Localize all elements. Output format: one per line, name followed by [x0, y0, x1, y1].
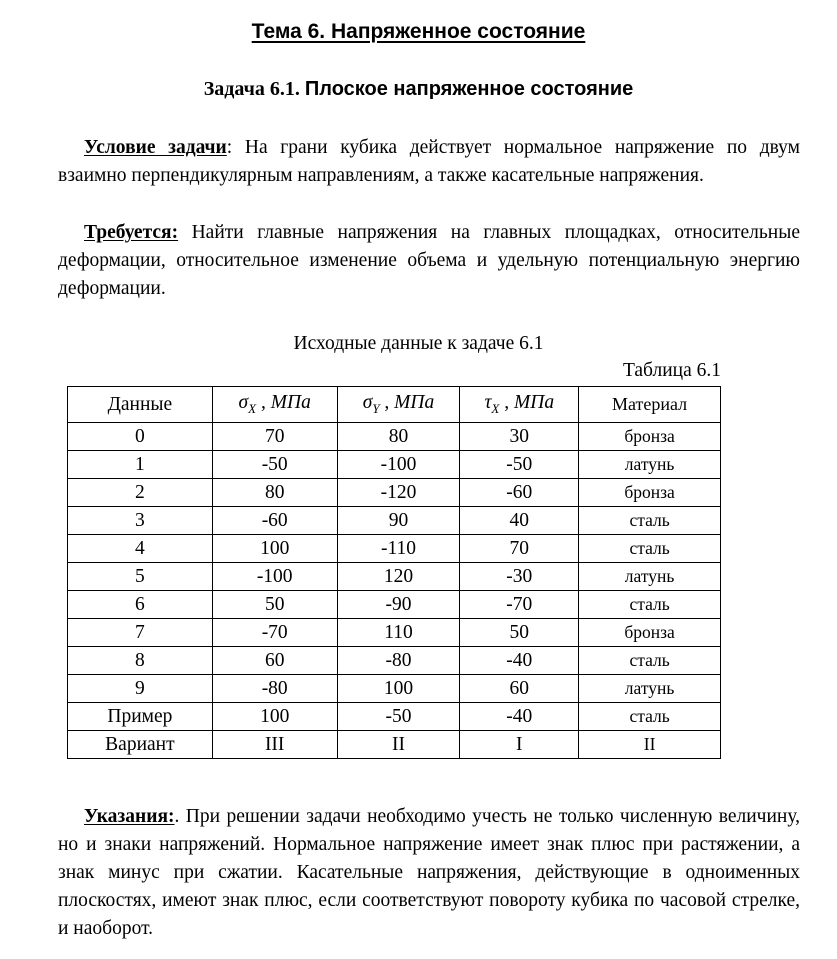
cell-sigma-x: -50: [212, 451, 337, 479]
task-name: Плоское напряженное состояние: [304, 78, 634, 100]
sigma-x-symbol: σ: [238, 392, 249, 414]
cell-sigma-x: -80: [212, 675, 337, 703]
input-data-table: [67, 386, 721, 759]
cell-sigma-x: III: [212, 731, 337, 759]
table-row: [68, 507, 721, 535]
cell-tau-x: 60: [460, 675, 579, 703]
topic-title: Тема 6. Напряженное состояние: [251, 20, 586, 43]
cell-sigma-y: -120: [337, 479, 460, 507]
requirement-label: Требуется:: [84, 222, 179, 243]
cell-material: сталь: [579, 507, 721, 535]
cell-tau-x: 40: [460, 507, 579, 535]
cell-sigma-y: 90: [337, 507, 460, 535]
cell-sigma-x: -70: [212, 619, 337, 647]
cell-material: латунь: [579, 675, 721, 703]
cell-sigma-x: -60: [212, 507, 337, 535]
cell-sigma-y: 80: [337, 423, 460, 451]
table-row-variant: [68, 731, 721, 759]
sigma-y-unit: , МПа: [379, 392, 435, 414]
cell-sigma-y: 100: [337, 675, 460, 703]
cell-material: II: [579, 731, 721, 759]
condition-label: Условие задачи: [84, 137, 227, 158]
cell-material: сталь: [579, 647, 721, 675]
table-row: [68, 451, 721, 479]
cell-material: сталь: [579, 535, 721, 563]
notes-text: . При решении задачи необходимо учесть не только численную величину, но и знаки напряжений. Нормальное напряжение имеет знак плюс при растяжении, а знак минус при сжатии. Касательные напряжения, действующие в одноименных плоскостях, имеют знак плюс, если соответствуют повороту кубика по часовой стрелке, и наоборот.: [58, 806, 800, 939]
cell-material: сталь: [579, 591, 721, 619]
condition-colon: :: [226, 137, 233, 158]
cell-sigma-x: 50: [212, 591, 337, 619]
cell-data: 4: [68, 535, 213, 563]
cell-tau-x: I: [460, 731, 579, 759]
table-row-example: [68, 703, 721, 731]
cell-data: 8: [68, 647, 213, 675]
notes-label: Указания:: [84, 806, 175, 827]
requirement-text: Найти главные напряжения на главных площадках, относительные деформации, относительное изменение объема и удельную потенциальную энергию деформации.: [58, 222, 800, 299]
condition-paragraph: [58, 134, 800, 190]
header-tau-x: [460, 387, 579, 423]
cell-sigma-y: -110: [337, 535, 460, 563]
cell-sigma-x: 80: [212, 479, 337, 507]
cell-sigma-x: 100: [212, 535, 337, 563]
cell-material: латунь: [579, 563, 721, 591]
cell-data: 5: [68, 563, 213, 591]
cell-data: Вариант: [68, 731, 213, 759]
cell-data: 1: [68, 451, 213, 479]
cell-sigma-x: 70: [212, 423, 337, 451]
task-title: [0, 78, 837, 101]
table-row: [68, 647, 721, 675]
cell-material: бронза: [579, 479, 721, 507]
cell-tau-x: 70: [460, 535, 579, 563]
table-row: [68, 591, 721, 619]
cell-sigma-y: -50: [337, 703, 460, 731]
cell-material: латунь: [579, 451, 721, 479]
cell-tau-x: -50: [460, 451, 579, 479]
task-number: Задача 6.1.: [203, 78, 300, 100]
cell-sigma-x: -100: [212, 563, 337, 591]
header-data: Данные: [68, 387, 213, 423]
tau-x-unit: , МПа: [499, 392, 555, 414]
cell-tau-x: -40: [460, 703, 579, 731]
table-row: [68, 675, 721, 703]
cell-tau-x: -70: [460, 591, 579, 619]
cell-tau-x: 50: [460, 619, 579, 647]
cell-data: 9: [68, 675, 213, 703]
cell-tau-x: -30: [460, 563, 579, 591]
cell-data: Пример: [68, 703, 213, 731]
cell-sigma-y: -80: [337, 647, 460, 675]
cell-tau-x: 30: [460, 423, 579, 451]
cell-data: 7: [68, 619, 213, 647]
cell-material: бронза: [579, 619, 721, 647]
notes-paragraph: [58, 803, 800, 943]
cell-data: 6: [68, 591, 213, 619]
condition-text: На грани кубика действует нормальное напряжение по двум взаимно перпендикулярным направлениям, а также касательные напряжения.: [58, 137, 800, 186]
cell-sigma-y: 120: [337, 563, 460, 591]
table-row: [68, 563, 721, 591]
cell-sigma-y: -90: [337, 591, 460, 619]
cell-sigma-x: 100: [212, 703, 337, 731]
sigma-y-symbol: σ: [362, 392, 373, 414]
header-sigma-y: [337, 387, 460, 423]
tau-x-subscript: X: [491, 400, 500, 416]
header-material: Материал: [579, 387, 721, 423]
cell-data: 2: [68, 479, 213, 507]
cell-data: 3: [68, 507, 213, 535]
cell-material: бронза: [579, 423, 721, 451]
table-row: [68, 479, 721, 507]
sigma-x-subscript: X: [248, 400, 257, 416]
header-sigma-x: [212, 387, 337, 423]
cell-tau-x: -60: [460, 479, 579, 507]
cell-material: сталь: [579, 703, 721, 731]
cell-data: 0: [68, 423, 213, 451]
cell-sigma-y: -100: [337, 451, 460, 479]
tau-x-symbol: τ: [484, 392, 492, 414]
table-row: [68, 619, 721, 647]
cell-sigma-x: 60: [212, 647, 337, 675]
sigma-y-subscript: Y: [372, 400, 380, 416]
table-header-row: [68, 387, 721, 423]
requirement-paragraph: [58, 219, 800, 303]
cell-tau-x: -40: [460, 647, 579, 675]
cell-sigma-y: 110: [337, 619, 460, 647]
cell-sigma-y: II: [337, 731, 460, 759]
sigma-x-unit: , МПа: [256, 392, 311, 414]
table-label: Таблица 6.1: [622, 360, 721, 381]
table-row: [68, 423, 721, 451]
table-row: [68, 535, 721, 563]
table-caption: Исходные данные к задаче 6.1: [293, 333, 544, 354]
